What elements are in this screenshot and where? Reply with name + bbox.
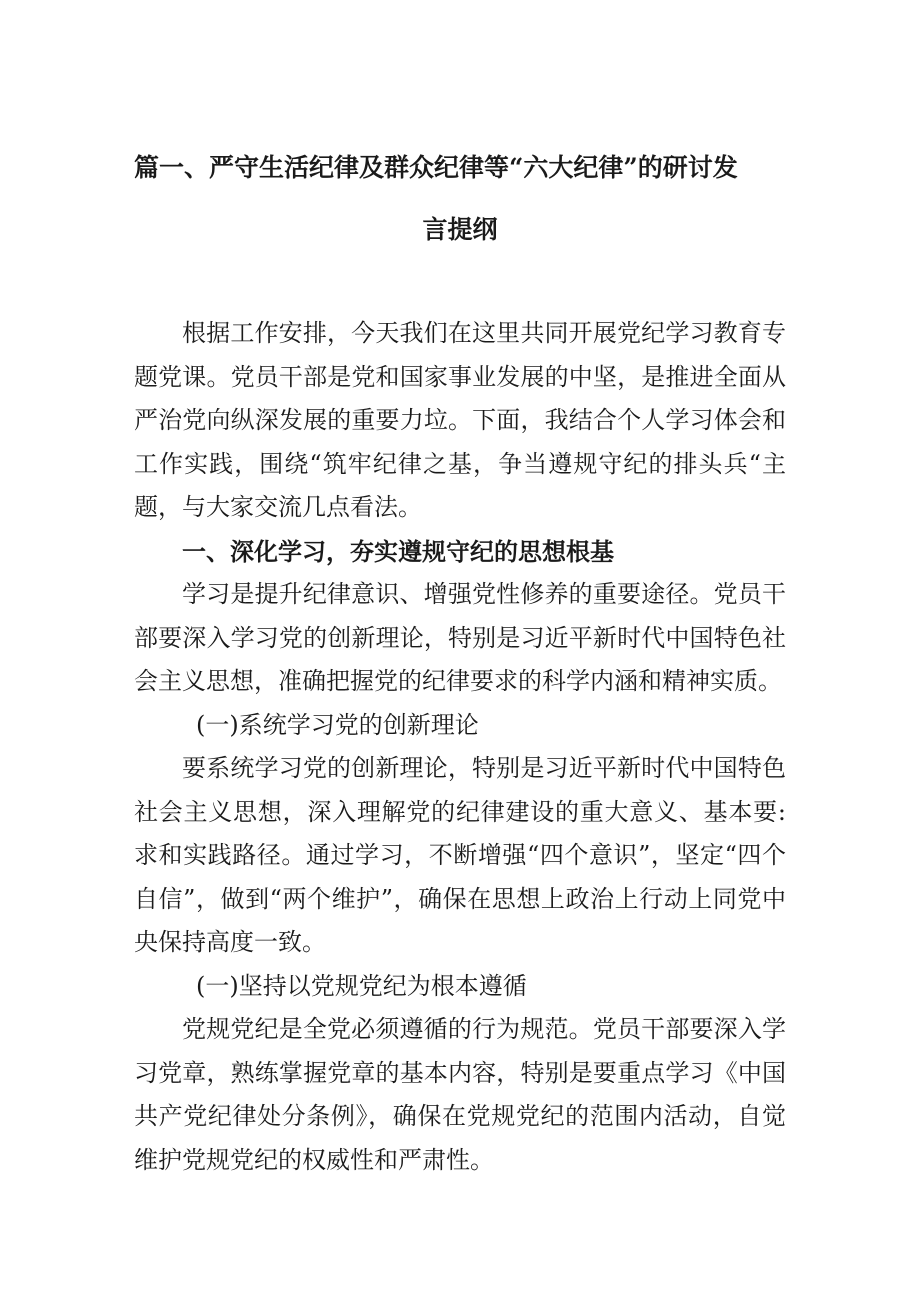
- section-1-paragraph: 学习是提升纪律意识、增强党性修养的重要途径。党员干部要深入学习党的创新理论，特别是习近平新时代中国特色社会主义思想，准确把握党的纪律要求的科学内涵和精神实质。: [134, 580, 786, 695]
- document-title-line-2: 言提纲: [422, 215, 498, 244]
- document-body: [134, 312, 786, 1182]
- subsection-2-heading: (一)坚持以党规党纪为根本遵循: [196, 971, 527, 1000]
- section-1-heading: 一、深化学习，夯实遵规守纪的思想根基: [182, 536, 614, 566]
- subsection-2-paragraph: 党规党纪是全党必须遵循的行为规范。党员干部要深入学习党章，熟练掌握党章的基本内容，特别是要重点学习《中国共产党纪律处分条例》，确保在党规党纪的范围内活动，自觉维护党规党纪的权威性和严肃性。: [134, 1015, 786, 1174]
- document-title-line-1: 篇一、严守生活纪律及群众纪律等“六大纪律”的研讨发: [134, 153, 738, 182]
- subsection-1-paragraph: 要系统学习党的创新理论，特别是习近平新时代中国特色社会主义思想，深入理解党的纪律建设的重大意义、基本要:求和实践路径。通过学习，不断增强“四个意识”，坚定“四个自信”，做到“两个维护”，确保在思想上政治上行动上同党中央保持高度一致。: [134, 754, 786, 956]
- intro-paragraph: 根据工作安排，今天我们在这里共同开展党纪学习教育专题党课。党员干部是党和国家事业发展的中坚，是推进全面从严治党向纵深发展的重要力垃。下面，我结合个人学习体会和工作实践，围绕“筑牢纪律之基，争当遵规守纪的排头兵“主题，与大家交流几点看法。: [134, 319, 786, 521]
- subsection-1-heading: (一)系统学习党的创新理论: [196, 710, 479, 739]
